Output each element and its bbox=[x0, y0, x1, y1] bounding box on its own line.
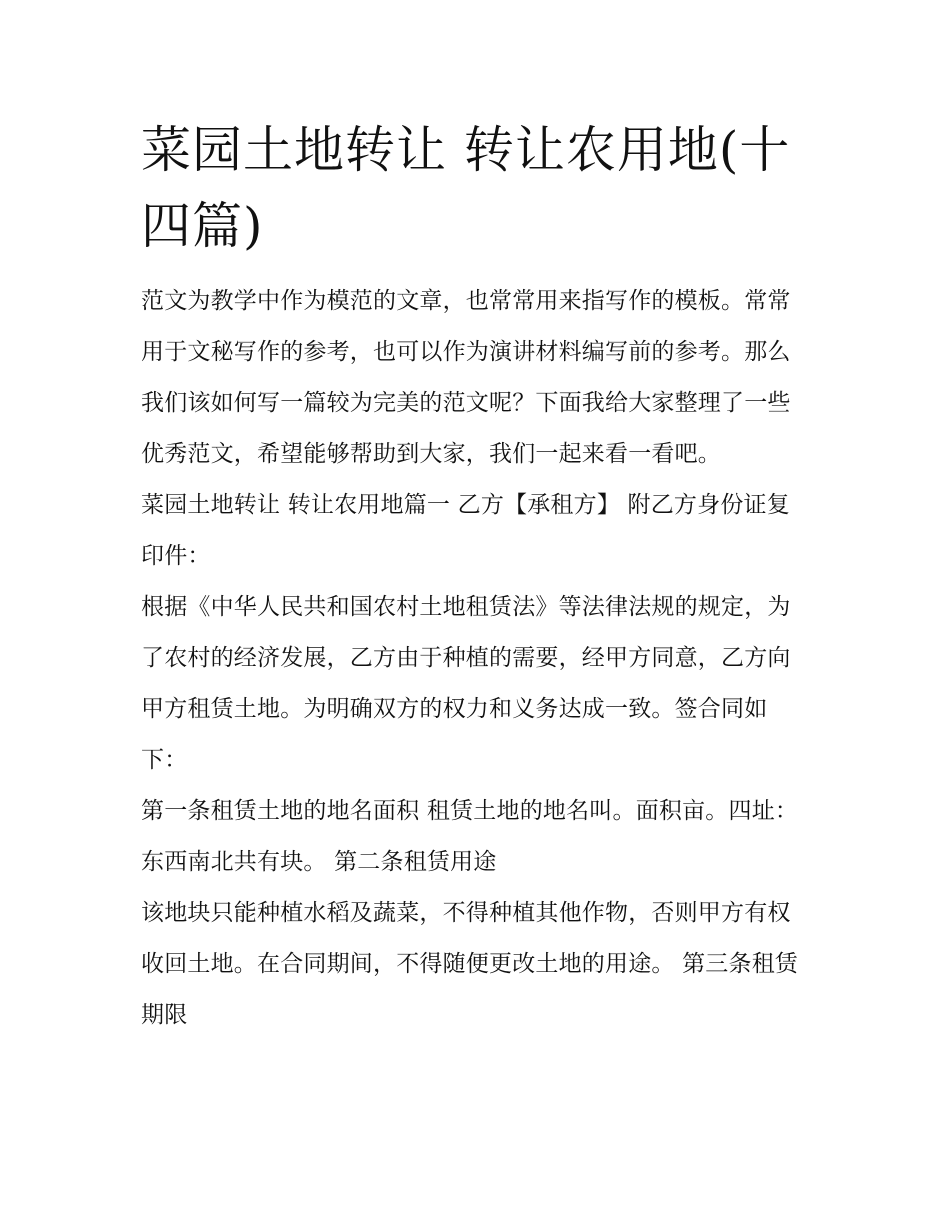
document-body bbox=[141, 112, 813, 1041]
intro-paragraph: 范文为教学中作为模范的文章，也常常用来指写作的模板。常常用于文秘写作的参考，也可以作为演讲材料编写前的参考。那么我们该如何写一篇较为完美的范文呢？下面我给大家整理了一些优秀范文，希望能够帮助到大家，我们一起来看一看吧。 bbox=[141, 288, 791, 467]
land-use-paragraph: 该地块只能种植水稻及蔬菜，不得种植其他作物，否则甲方有权收回土地。在合同期间，不得随便更改土地的用途。 第三条租赁期限 bbox=[141, 900, 799, 1028]
section-heading-paragraph: 菜园土地转让 转让农用地篇一 乙方【承租方】 附乙方身份证复印件： bbox=[141, 492, 790, 569]
article-one-paragraph: 第一条租赁土地的地名面积 租赁土地的地名叫。面积亩。四址：东西南北共有块。 第二条租赁用途 bbox=[141, 798, 799, 875]
legal-basis-paragraph: 根据《中华人民共和国农村土地租赁法》等法律法规的规定，为了农村的经济发展，乙方由于种植的需要，经甲方同意，乙方向甲方租赁土地。为明确双方的权力和义务达成一致。签合同如下： bbox=[141, 594, 791, 773]
document-title: 菜园土地转让 转让农用地(十四篇) bbox=[141, 121, 791, 255]
